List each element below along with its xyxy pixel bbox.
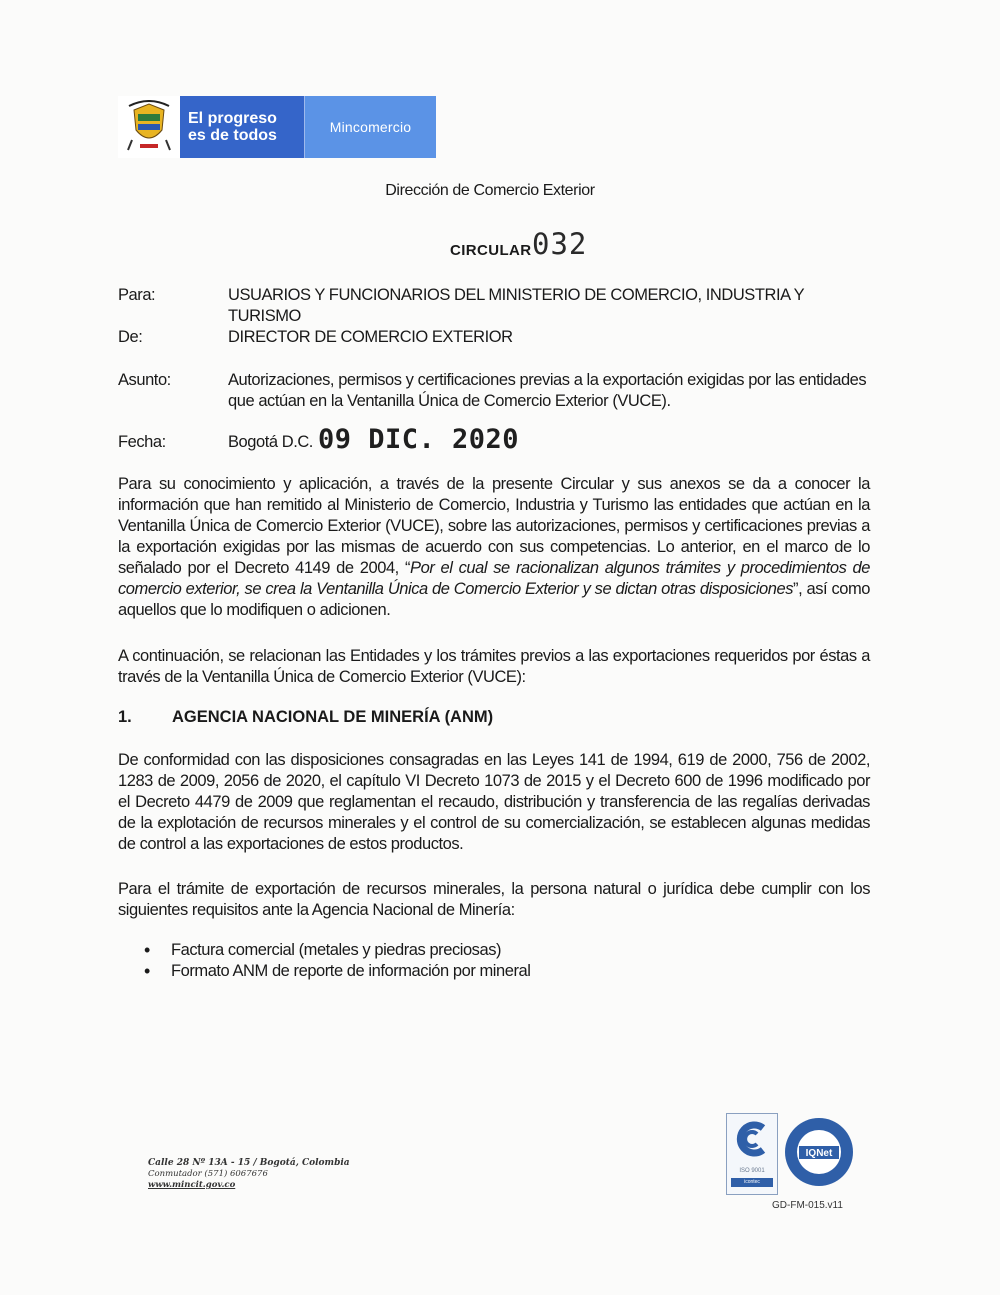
section-heading (118, 708, 493, 727)
coat-of-arms-icon (118, 96, 180, 158)
logo-line-1: El progreso (188, 110, 277, 127)
logo-line-2: es de todos (188, 127, 277, 144)
para-value: USUARIOS Y FUNCIONARIOS DEL MINISTERIO DE COMERCIO, INDUSTRIA Y TURISMO (228, 286, 804, 325)
paragraph-legal-basis: De conformidad con las disposiciones consagradas en las Leyes 141 de 1994, 619 de 2000, 756 de 2002, 1283 de 2009, 2056 de 2020, el capítulo VI Decreto 1073 de 2015 y el Decreto 600 de 1996 modificado por el Decreto 4479 de 2009 que reglamentan el recaudo, distribución y transferencia de las regalías derivadas de la explotación de recursos minerales y el control de su comercialización, se establecen algunas medidas de control a las exportaciones de estos productos. (118, 751, 870, 853)
footer-address: Calle 28 Nº 13A - 15 / Bogotá, Colombia (148, 1158, 350, 1168)
asunto-label: Asunto: (118, 371, 171, 389)
paragraph-requirements: Para el trámite de exportación de recursos minerales, la persona natural o jurídica debe cumplir con los siguientes requisitos ante la Agencia Nacional de Minería: (118, 880, 870, 919)
fecha-label: Fecha: (118, 433, 166, 451)
date-stamp: 09 DIC. 2020 (318, 424, 520, 455)
iso-label: ISO 9001 (739, 1168, 765, 1174)
government-logo (118, 96, 436, 158)
logo-slogan (180, 96, 304, 158)
list-item: • Formato ANM de reporte de información por mineral (118, 961, 718, 982)
requirements-list (118, 940, 718, 982)
iqnet-label: IQNet (805, 1148, 833, 1159)
iqnet-seal-icon (783, 1116, 855, 1188)
department-title: Dirección de Comercio Exterior (385, 182, 595, 199)
de-label: De: (118, 328, 143, 346)
section-number: 1. (118, 708, 132, 726)
paragraph-entities: A continuación, se relacionan las Entidades y los trámites previos a las exportaciones requeridos por éstas a través de la Ventanilla Única de Comercio Exterior (VUCE): (118, 647, 870, 686)
list-item: • Factura comercial (metales y piedras preciosas) (118, 940, 718, 961)
footer-address-block (148, 1158, 350, 1191)
paragraph-intro (118, 474, 870, 621)
footer-phone: Conmutador (571) 6067676 (148, 1169, 268, 1179)
iso-certification-badge (726, 1113, 778, 1195)
intro-text-before: Para su conocimiento y aplicación, a través de la presente Circular y sus anexos se da a conocer la información que han remitido al Ministerio de Comercio, Industria y Turismo las entidades que actúan en la Ventanilla Única de Comercio Exterior (VUCE), sobre las autorizaciones, permisos y certificaciones previas a la exportación exigidas por las mismas de acuerdo con sus competencias. Lo anterior, en el marco de lo señalado por el Decreto 4149 de 2004, “ (118, 475, 870, 577)
iqnet-certification-badge (783, 1116, 855, 1193)
para-label: Para: (118, 286, 156, 304)
fecha-place: Bogotá D.C. (228, 433, 313, 451)
intro-text-after: ”, así como aquellos que lo modifiquen o adicionen. (118, 580, 870, 619)
de-value: DIRECTOR DE COMERCIO EXTERIOR (228, 328, 513, 346)
decree-title: Por el cual se racionalizan algunos trámites y procedimientos de comercio exterior, se crea la Ventanilla Única de Comercio Exterior y se dictan otras disposiciones (118, 559, 870, 598)
footer-website-link[interactable]: www.mincit.gov.co (148, 1180, 236, 1190)
asunto-value: Autorizaciones, permisos y certificaciones previas a la exportación exigidas por las entidades que actúan en la Ventanilla Única de Comercio Exterior (VUCE). (228, 371, 867, 410)
document-code: GD-FM-015.v11 (772, 1200, 843, 1211)
circular-number: 032 (532, 227, 588, 261)
icontec-band: icontec (731, 1178, 773, 1187)
ministry-name: Mincomercio (305, 96, 436, 158)
section-title: AGENCIA NACIONAL DE MINERÍA (ANM) (172, 708, 494, 726)
circular-label: CIRCULAR (450, 242, 532, 259)
icontec-logo-icon (727, 1114, 777, 1164)
